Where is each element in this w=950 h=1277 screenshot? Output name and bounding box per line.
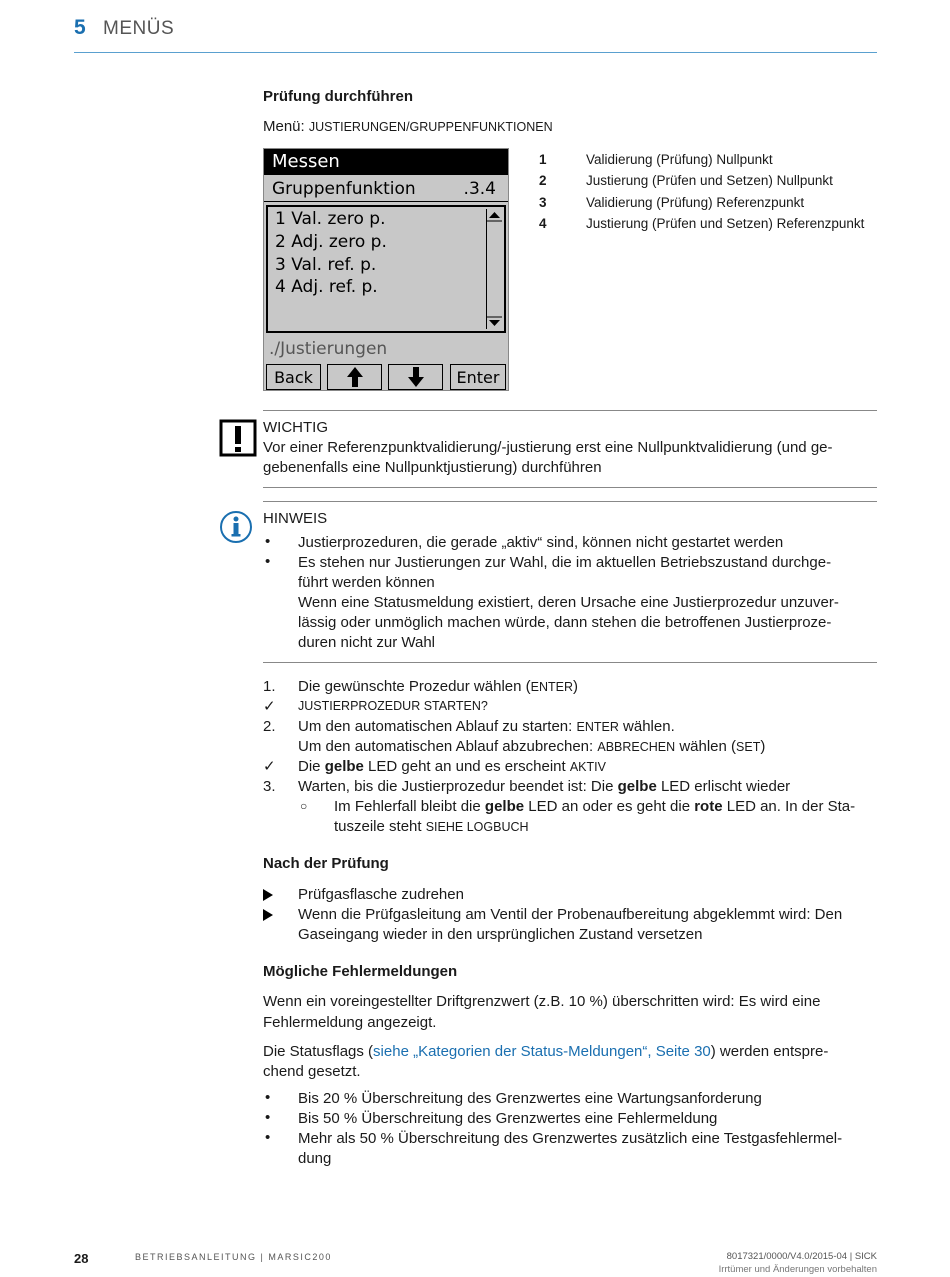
important-label: WICHTIG: [263, 419, 328, 436]
step-text-part: LED an. In der Sta-: [722, 798, 856, 815]
step-number: 2.: [263, 718, 276, 735]
down-button[interactable]: [388, 364, 443, 390]
page-number: 28: [74, 1251, 89, 1266]
lcd-display: [263, 148, 509, 391]
step-text-part: Um den automatischen Ablauf zu starten:: [298, 718, 577, 735]
important-bottom-rule: [263, 487, 877, 488]
lcd-menu-item[interactable]: 1 Val. zero p.: [275, 209, 386, 229]
step-text-part: wählen (: [675, 738, 737, 755]
chapter-number: 5: [74, 16, 86, 39]
sub-step-text: [334, 797, 855, 817]
step-text: [298, 777, 790, 797]
key-number: 2: [539, 173, 547, 188]
arrow-down-icon: [407, 366, 425, 388]
arrow-up-icon: [346, 366, 364, 388]
errors-title: Mögliche Fehlermeldungen: [263, 963, 458, 980]
step-softkey: ABBRECHEN: [597, 740, 676, 754]
lcd-title: Messen: [264, 149, 508, 175]
up-button[interactable]: [327, 364, 382, 390]
step-text: [298, 677, 578, 697]
step-bold: rote: [694, 798, 723, 815]
step-text-part: ): [760, 738, 766, 755]
menu-path-value: JUSTIERUNGEN/GRUPPENFUNKTIONEN: [308, 120, 553, 134]
lcd-menu-item[interactable]: 2 Adj. zero p.: [275, 232, 387, 252]
step-softkey: AKTIV: [569, 760, 606, 774]
scrollbar-arrows-icon: [487, 209, 502, 329]
key-text: Validierung (Prüfung) Referenzpunkt: [586, 195, 805, 210]
after-test-title: Nach der Prüfung: [263, 855, 389, 872]
step-text-part: Die: [298, 758, 325, 775]
errors-paragraph: [263, 1042, 828, 1062]
bullet-dot: •: [265, 533, 271, 550]
errors-text-part: Die Statusflags (: [263, 1043, 374, 1060]
note-bullet-text: führt werden können: [298, 574, 435, 591]
note-bullet-text: Es stehen nur Justierungen zur Wahl, die im aktuellen Betriebszustand durchge-: [298, 554, 832, 571]
step-bold: gelbe: [324, 758, 364, 775]
errors-paragraph: Fehlermeldung angezeigt.: [263, 1014, 437, 1031]
key-text: Validierung (Prüfung) Nullpunkt: [586, 152, 773, 167]
key-number: 1: [539, 152, 547, 167]
header-divider: [74, 52, 877, 53]
step-number: 3.: [263, 778, 276, 795]
step-text-part: tuszeile steht: [334, 818, 426, 835]
document-title: BETRIEBSANLEITUNG | MARSIC200: [135, 1252, 332, 1262]
errors-paragraph: chend gesetzt.: [263, 1063, 361, 1080]
note-bullet-text: duren nicht zur Wahl: [298, 634, 436, 651]
bullet-dot: •: [265, 1089, 271, 1106]
step-text-part: ): [573, 678, 578, 695]
error-bullet-text: dung: [298, 1150, 332, 1167]
menu-prefix: Menü:: [263, 118, 309, 135]
step-text: [298, 737, 765, 757]
key-number: 4: [539, 216, 547, 231]
note-bullet-text: Justierprozeduren, die gerade „aktiv“ sind, können nicht gestartet werden: [298, 534, 784, 551]
sub-bullet-icon: ○: [300, 799, 308, 813]
document-reference: 8017321/0000/V4.0/2015-04 | SICK: [726, 1251, 877, 1262]
step-text-part: wählen.: [618, 718, 675, 735]
section-title: Prüfung durchführen: [263, 88, 413, 105]
errors-text-part: ) werden entspre-: [710, 1043, 829, 1060]
bullet-dot: •: [265, 1109, 271, 1126]
step-text-part: Im Fehlerfall bleibt die: [334, 798, 485, 815]
note-bullet-text: Wenn eine Statusmeldung existiert, deren Ursache eine Justierprozedur unzuver-: [298, 594, 839, 611]
important-text-line: gebenenfalls eine Nullpunktjustierung) durchführen: [263, 459, 602, 476]
step-result: JUSTIERPROZEDUR STARTEN?: [298, 699, 488, 713]
errors-paragraph: Wenn ein voreingestellter Driftgrenzwert (z.B. 10 %) überschritten wird: Es wird eine: [263, 993, 821, 1010]
enter-button[interactable]: Enter: [450, 364, 506, 390]
note-bottom-rule: [263, 662, 877, 663]
after-action-text: Prüfgasflasche zudrehen: [298, 886, 464, 903]
chapter-title: MENÜS: [103, 18, 175, 39]
step-number: 1.: [263, 678, 276, 695]
step-softkey: SIEHE LOGBUCH: [425, 820, 529, 834]
triangle-bullet-icon: [263, 909, 273, 921]
check-icon: ✓: [263, 758, 276, 775]
disclaimer: Irrtümer und Änderungen vorbehalten: [718, 1264, 877, 1275]
step-softkey: SET: [736, 740, 761, 754]
lcd-menu-item[interactable]: 3 Val. ref. p.: [275, 255, 377, 275]
lcd-scrollbar[interactable]: [486, 209, 502, 329]
step-result: [298, 757, 606, 777]
warning-exclamation-icon: [219, 419, 257, 457]
error-bullet-text: Bis 50 % Überschreitung des Grenzwertes eine Fehlermeldung: [298, 1110, 718, 1127]
important-top-rule: [263, 410, 877, 411]
step-softkey: ENTER: [530, 680, 573, 694]
note-label: HINWEIS: [263, 510, 328, 527]
info-icon: [219, 510, 253, 544]
step-text-part: LED an oder es geht die: [524, 798, 695, 815]
step-text-part: Warten, bis die Justierprozedur beendet ist: Die: [298, 778, 618, 795]
step-text-part: Um den automatischen Ablauf abzubrechen:: [298, 738, 598, 755]
after-action-text: Gaseingang wieder in den ursprünglichen Zustand versetzen: [298, 926, 703, 943]
lcd-subtitle-number: .3.4: [463, 179, 496, 199]
bullet-dot: •: [265, 1129, 271, 1146]
step-text-part: LED geht an und es erscheint: [363, 758, 570, 775]
key-number: 3: [539, 195, 547, 210]
lcd-path: ./Justierungen: [269, 339, 388, 359]
bullet-dot: •: [265, 553, 271, 570]
key-text: Justierung (Prüfen und Setzen) Referenzpunkt: [586, 216, 865, 231]
lcd-subtitle-text: Gruppenfunktion: [272, 179, 416, 199]
note-bullet-text: lässig oder unmöglich machen würde, dann stehen die betroffenen Justierproze-: [298, 614, 832, 631]
step-bold: gelbe: [617, 778, 657, 795]
lcd-menu-item[interactable]: 4 Adj. ref. p.: [275, 277, 378, 297]
step-softkey: ENTER: [576, 720, 619, 734]
step-text-part: Die gewünschte Prozedur wählen (: [298, 678, 531, 695]
error-bullet-text: Mehr als 50 % Überschreitung des Grenzwertes zusätzlich eine Testgasfehlermel-: [298, 1130, 843, 1147]
key-text: Justierung (Prüfen und Setzen) Nullpunkt: [586, 173, 833, 188]
menu-path: [263, 117, 553, 137]
important-text-line: Vor einer Referenzpunktvalidierung/-justierung erst eine Nullpunktvalidierung (und ge-: [263, 439, 833, 456]
triangle-bullet-icon: [263, 889, 273, 901]
after-action-text: Wenn die Prüfgasleitung am Ventil der Probenaufbereitung abgeklemmt wird: Den: [298, 906, 843, 923]
status-categories-link[interactable]: siehe „Kategorien der Status-Meldungen“, Seite 30: [373, 1043, 711, 1060]
step-bold: gelbe: [484, 798, 525, 815]
step-text-part: LED erlischt wieder: [656, 778, 791, 795]
check-icon: ✓: [263, 698, 276, 715]
lcd-subtitle: [264, 176, 508, 202]
note-top-rule: [263, 501, 877, 502]
lcd-menu-list: [266, 205, 506, 333]
error-bullet-text: Bis 20 % Überschreitung des Grenzwertes eine Wartungsanforderung: [298, 1090, 762, 1107]
step-text: [298, 717, 675, 737]
back-button[interactable]: Back: [266, 364, 321, 390]
sub-step-text: [334, 817, 529, 837]
